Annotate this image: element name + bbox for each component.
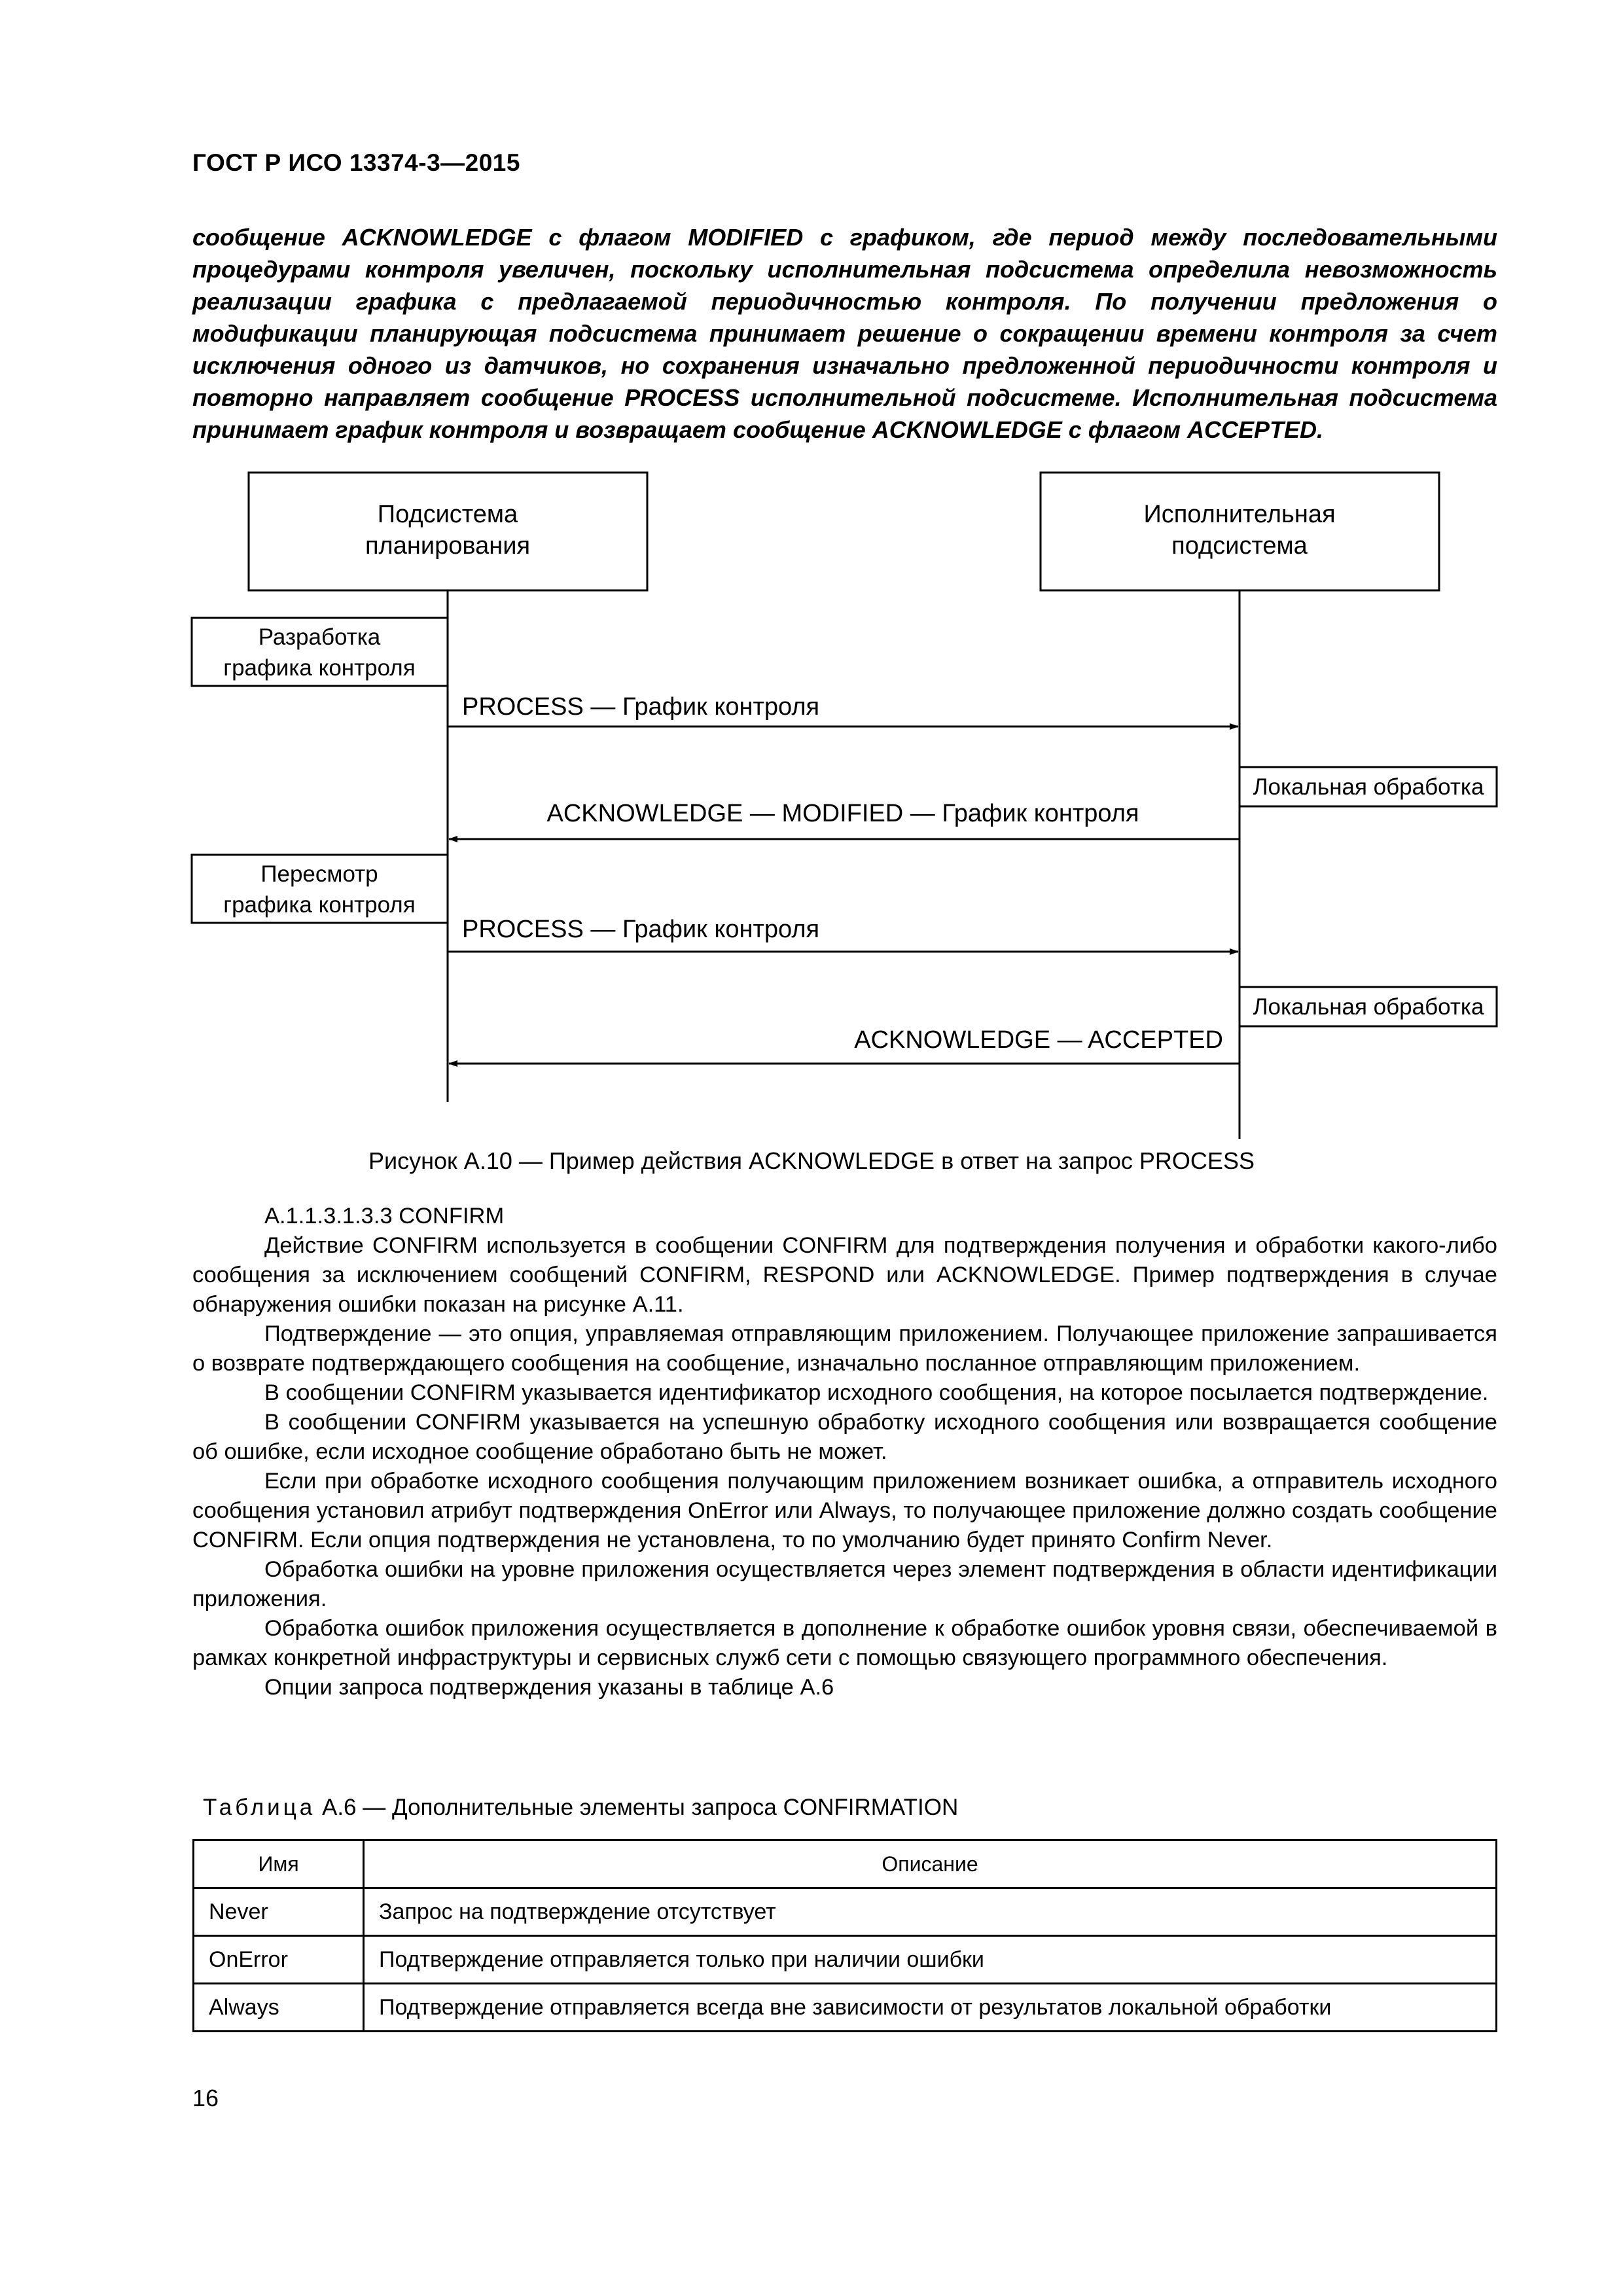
option-name: Always — [194, 1984, 364, 2032]
table-title-number: А.6 — [321, 1795, 357, 1820]
body-paragraph: В сообщении CONFIRM указывается идентификатор исходного сообщения, на которое посылается подтверждение. — [264, 1380, 1489, 1405]
planning-subsystem-label-1: Подсистема — [377, 501, 518, 528]
body-paragraph: Обработка ошибок приложения осуществляется в дополнение к обработке ошибок уровня связи, обеспечиваемой в рамках конкретной инфраструктуры и сервисных служб сети с помощью связующего программного обеспечения. — [192, 1616, 1497, 1670]
executive-subsystem-box — [1041, 473, 1439, 590]
column-header-description: Описание — [364, 1840, 1497, 1888]
local-processing-label-2: Локальная обработка — [1253, 994, 1484, 1020]
intro-text: сообщение ACKNOWLEDGE с флагом MODIFIED с графиком, где период между последовательными процедурами контроля увеличен, поскольку исполнительная подсистема определила невозможность реализации графика с предлагаемой периодичностью контроля. По получении предложения о модификации планирующая подсистема принимает решение о сокращении времени контроля за счет исключения одного из датчиков, но сохранения изначально предложенной периодичности контроля и повторно направляет сообщение PROCESS исполнительной подсистеме. Исполнительная подсистема принимает график контроля и возвращает сообщение ACKNOWLEDGE с флагом ACCEPTED. — [192, 224, 1497, 443]
local-processing-label-1: Локальная обработка — [1253, 774, 1484, 800]
message-label-1: PROCESS — График контроля — [462, 693, 820, 721]
schedule-revision-label-2: графика контроля — [223, 892, 416, 918]
table-row — [194, 1936, 1497, 1984]
section-heading: А.1.1.3.1.3.3 CONFIRM — [264, 1204, 505, 1229]
body-paragraph: Обработка ошибки на уровне приложения осуществляется через элемент подтверждения в области идентификации приложения. — [192, 1557, 1497, 1611]
body-paragraph: Если при обработке исходного сообщения получающим приложением возникает ошибка, а отправитель исходного сообщения установил атрибут подтверждения OnError или Always, то получающее приложение должно создать сообщение CONFIRM. Если опция подтверждения не установлена, то по умолчанию будет принято Confirm Never. — [192, 1469, 1497, 1552]
message-label-4: ACKNOWLEDGE — ACCEPTED — [854, 1026, 1223, 1054]
planning-subsystem-label-2: планирования — [365, 532, 531, 560]
document-header: ГОСТ Р ИСО 13374-3—2015 — [192, 149, 520, 176]
table-header-row — [194, 1840, 1497, 1888]
executive-subsystem-label-2: подсистема — [1171, 532, 1308, 560]
option-description: Подтверждение отправляется всегда вне зависимости от результатов локальной обработки — [364, 1984, 1497, 2032]
page-number: 16 — [192, 2085, 219, 2111]
column-header-name: Имя — [194, 1840, 364, 1888]
table-row — [194, 1888, 1497, 1936]
body-text — [192, 1202, 1497, 1702]
planning-subsystem-box — [249, 473, 647, 590]
table-title-word: Таблица — [203, 1795, 316, 1820]
table-title — [203, 1795, 958, 1821]
option-name: OnError — [194, 1936, 364, 1984]
body-paragraph: Подтверждение — это опция, управляемая отправляющим приложением. Получающее приложение запрашивается о возврате подтверждающего сообщения на сообщение, изначально посланное отправляющим приложением. — [192, 1321, 1497, 1376]
body-paragraph: Опции запроса подтверждения указаны в таблице А.6 — [264, 1675, 834, 1700]
schedule-revision-label-1: Пересмотр — [260, 861, 378, 887]
message-label-3: PROCESS — График контроля — [462, 916, 820, 943]
schedule-development-label-2: графика контроля — [223, 655, 416, 681]
option-name: Never — [194, 1888, 364, 1936]
schedule-development-label-1: Разработка — [258, 624, 381, 650]
body-paragraph: В сообщении CONFIRM указывается на успешную обработку исходного сообщения или возвращается сообщение об ошибке, если исходное сообщение обработано быть не может. — [192, 1410, 1497, 1464]
table-row — [194, 1984, 1497, 2032]
message-label-2: ACKNOWLEDGE — MODIFIED — График контроля — [546, 800, 1139, 827]
confirmation-options-table — [192, 1839, 1497, 2032]
body-paragraph: Действие CONFIRM используется в сообщении CONFIRM для подтверждения получения и обработки какого-либо сообщения за исключением сообщений CONFIRM, RESPOND или ACKNOWLEDGE. Пример подтверждения в случае обнаружения ошибки показан на рисунке А.11. — [192, 1233, 1497, 1317]
table-title-text: — Дополнительные элементы запроса CONFIRMATION — [363, 1795, 959, 1820]
figure-caption: Рисунок А.10 — Пример действия ACKNOWLEDGE в ответ на запрос PROCESS — [368, 1147, 1255, 1174]
option-description: Подтверждение отправляется только при наличии ошибки — [364, 1936, 1497, 1984]
executive-subsystem-label-1: Исполнительная — [1143, 501, 1336, 528]
option-description: Запрос на подтверждение отсутствует — [364, 1888, 1497, 1936]
